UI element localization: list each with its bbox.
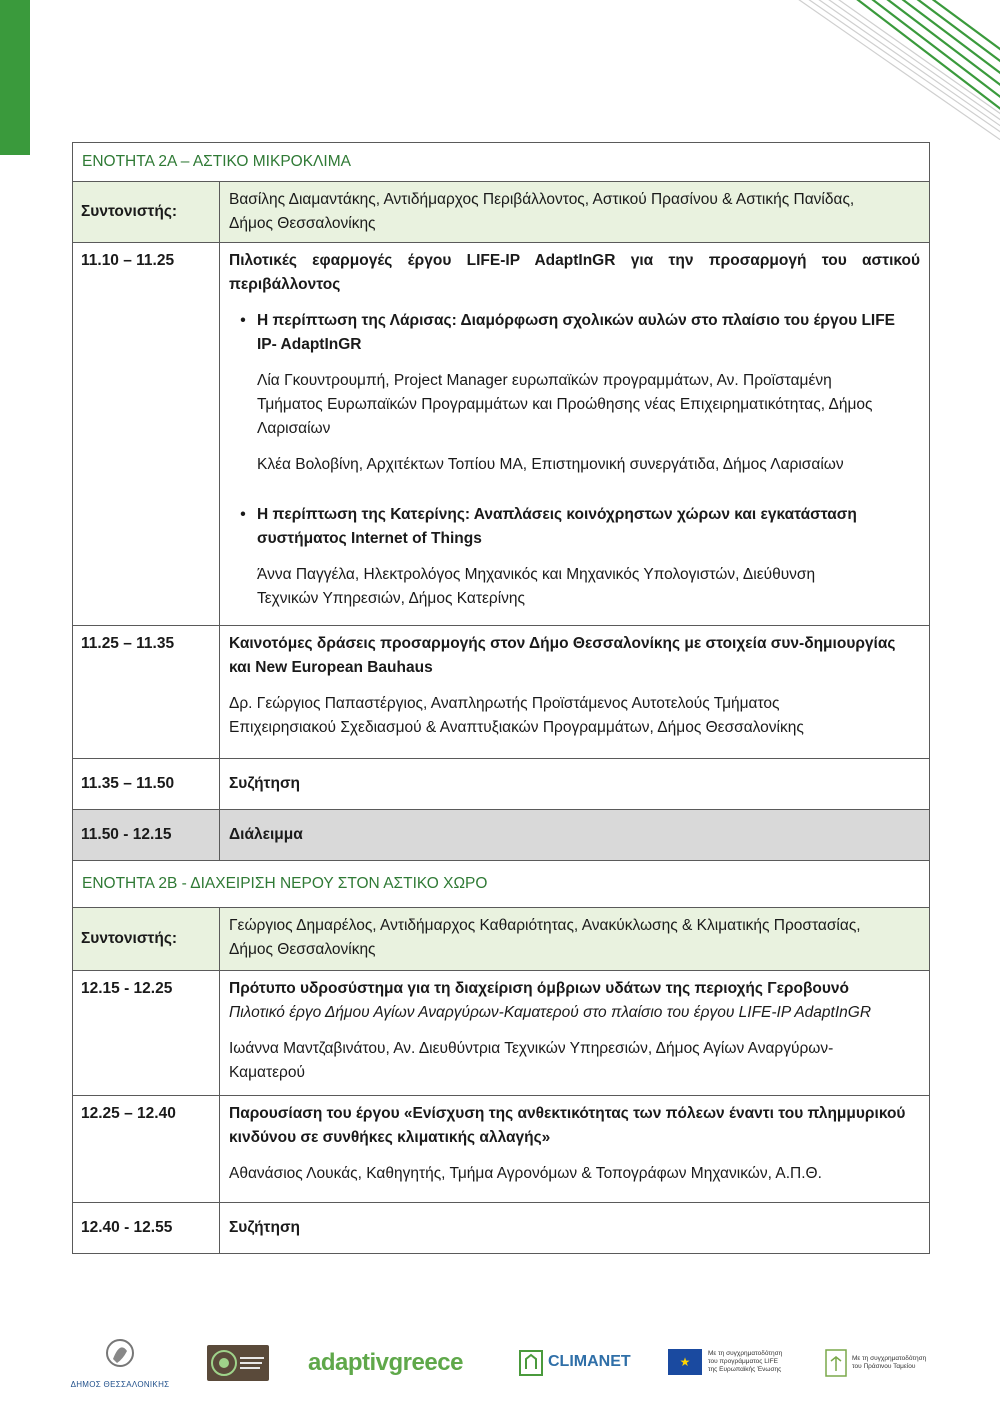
- speaker: [229, 563, 920, 611]
- session-content: [220, 626, 930, 759]
- session-row: [73, 971, 930, 1096]
- session-content: [220, 971, 930, 1096]
- bullet-title-line: Η περίπτωση της Λάρισας: Διαμόρφωση σχολικών αυλών στο πλαίσιο του έργου LIFE: [257, 312, 896, 329]
- speaker-line: Επιχειρησιακού Σχεδιασμού & Αναπτυξιακών Προγραμμάτων, Δήμος Θεσσαλονίκης: [229, 719, 804, 736]
- moderator-row-2b: [73, 908, 930, 971]
- speaker: Κλέα Βολοβίνη, Αρχιτέκτων Τοπίου ΜΑ, Επιστημονική συνεργάτιδα, Δήμος Λαρισαίων: [257, 456, 844, 473]
- moderator-row-2a: [73, 182, 930, 243]
- session-time: 11.25 – 11.35: [73, 626, 220, 759]
- session-time: 12.15 - 12.25: [73, 971, 220, 1096]
- region-logo: [207, 1345, 269, 1381]
- session-row: [73, 243, 930, 626]
- eu-text-line: του προγράμματος LIFE: [708, 1358, 778, 1365]
- bullet-title-line: IP- AdaptInGR: [257, 336, 362, 353]
- moderator-affiliation: Δήμος Θεσσαλονίκης: [229, 941, 376, 958]
- speaker-line: Λία Γκουντρουμπή, Project Manager ευρωπαϊκών προγραμμάτων, Αν. Προϊσταμένη: [257, 372, 832, 389]
- bullet-title-line: συστήματος Internet of Things: [257, 530, 482, 547]
- speaker: Αθανάσιος Λουκάς, Καθηγητής, Τμήμα Αγρονόμων & Τοπογράφων Μηχανικών, Α.Π.Θ.: [229, 1165, 822, 1182]
- eu-cofunding-text: [708, 1350, 782, 1374]
- moderator-name: Γεώργιος Δημαρέλος, Αντιδήμαρχος Καθαριότητας, Ανακύκλωσης & Κλιματικής Προστασίας,: [229, 917, 861, 934]
- session-time: 12.25 – 12.40: [73, 1096, 220, 1203]
- thessaloniki-label: ΔΗΜΟΣ ΘΕΣΣΑΛΟΝΙΚΗΣ: [70, 1380, 170, 1389]
- eu-flag-icon: ★: [668, 1349, 702, 1375]
- section-title: ΕΝΟΤΗΤΑ 2Β - ΔΙΑΧΕΙΡΙΣΗ ΝΕΡΟΥ ΣΤΟΝ ΑΣΤΙΚΟ ΧΩΡΟ: [73, 861, 930, 908]
- session-row: [73, 626, 930, 759]
- session-title: Διάλειμμα: [220, 810, 930, 861]
- green-fund-emblem-icon: [825, 1349, 847, 1377]
- bullet-item: [229, 503, 920, 551]
- thessaloniki-emblem-icon: [103, 1337, 137, 1375]
- moderator-label: Συντονιστής:: [73, 908, 220, 971]
- speaker-line: Τεχνικών Υπηρεσιών, Δήμος Κατερίνης: [257, 590, 525, 607]
- corner-stripes-decoration: [785, 0, 1000, 140]
- session-content: [220, 243, 930, 626]
- thessaloniki-logo: [65, 1337, 175, 1389]
- session-row-discussion: [73, 759, 930, 810]
- session-title: Συζήτηση: [220, 759, 930, 810]
- bullet-item: [229, 309, 920, 357]
- session-time: 11.35 – 11.50: [73, 759, 220, 810]
- section-title: ΕΝΟΤΗΤΑ 2Α – ΑΣΤΙΚΟ ΜΙΚΡΟΚΛΙΜΑ: [73, 143, 930, 182]
- eu-life-logo: [668, 1349, 782, 1375]
- moderator-label: Συντονιστής:: [73, 182, 220, 243]
- speaker-line: Άννα Παγγέλα, Ηλεκτρολόγος Μηχανικός και Μηχανικός Υπολογιστών, Διεύθυνση: [257, 566, 816, 583]
- climanet-emblem-icon: [518, 1347, 544, 1377]
- adaptivgreece-logo: adaptivgreece: [308, 1349, 463, 1376]
- section-header-2a: [73, 143, 930, 182]
- speaker: [229, 1037, 920, 1085]
- green-fund-logo: [825, 1349, 926, 1377]
- session-row: [73, 1096, 930, 1203]
- section-header-2b: [73, 861, 930, 908]
- moderator-name: Βασίλης Διαμαντάκης, Αντιδήμαρχος Περιβάλλοντος, Αστικού Πρασίνου & Αστικής Πανίδας,: [229, 191, 855, 208]
- eu-text-line: Με τη συγχρηματοδότηση: [708, 1350, 783, 1357]
- sponsor-logos: [60, 1335, 940, 1395]
- moderator-affiliation: Δήμος Θεσσαλονίκης: [229, 215, 376, 232]
- green-text-line: του Πράσινου Ταμείου: [852, 1363, 916, 1370]
- eu-text-line: της Ευρωπαϊκής Ένωσης: [708, 1366, 782, 1373]
- speaker-line: Δρ. Γεώργιος Παπαστέργιος, Αναπληρωτής Προϊστάμενος Αυτοτελούς Τμήματος: [229, 695, 780, 712]
- left-accent-bar: [0, 0, 30, 155]
- session-time: 11.10 – 11.25: [73, 243, 220, 626]
- session-title: Καινοτόμες δράσεις προσαρμογής στον Δήμο Θεσσαλονίκης με στοιχεία συν-δημιουργίας και New European Bauhaus: [229, 635, 896, 676]
- session-title: Πιλοτικές εφαρμογές έργου LIFE-IP AdaptInGR για την προσαρμογή του αστικού περιβάλλοντος: [229, 252, 920, 293]
- green-fund-text: [852, 1355, 926, 1371]
- break-row: [73, 810, 930, 861]
- session-content: [220, 1096, 930, 1203]
- bullet-dot-icon: •: [240, 312, 246, 329]
- bullet-dot-icon: •: [240, 506, 246, 523]
- session-title: Παρουσίαση του έργου «Ενίσχυση της ανθεκτικότητας των πόλεων έναντι του πλημμυρικού κινδύνου σε συνθήκες κλιματικής αλλαγής»: [229, 1105, 906, 1146]
- speaker: [229, 369, 920, 441]
- speaker-line: Λαρισαίων: [257, 420, 331, 437]
- session-title: Συζήτηση: [220, 1203, 930, 1254]
- session-row-discussion: [73, 1203, 930, 1254]
- climanet-label: CLIMANET: [548, 1353, 631, 1370]
- region-emblem-icon: [207, 1345, 269, 1381]
- bullet-title-line: Η περίπτωση της Κατερίνης: Αναπλάσεις κοινόχρηστων χώρων και εγκατάσταση: [257, 506, 857, 523]
- speaker-line: Ιωάννα Μαντζαβινάτου, Αν. Διευθύντρια Τεχνικών Υπηρεσιών, Δήμος Αγίων Αναργύρων-: [229, 1040, 834, 1057]
- moderator-cell: [220, 908, 930, 971]
- moderator-cell: [220, 182, 930, 243]
- agenda-table: [72, 142, 930, 1254]
- session-title: Πρότυπο υδροσύστημα για τη διαχείριση όμβριων υδάτων της περιοχής Γεροβουνό: [229, 980, 850, 997]
- session-time: 12.40 - 12.55: [73, 1203, 220, 1254]
- speaker: [229, 692, 920, 740]
- speaker-line: Τμήματος Ευρωπαϊκών Προγραμμάτων και Προώθησης νέας Επιχειρηματικότητας, Δήμος: [257, 396, 873, 413]
- session-subtitle: Πιλοτικό έργο Δήμου Αγίων Αναργύρων-Καματερού στο πλαίσιο του έργου LIFE-IP AdaptInGR: [229, 1004, 872, 1021]
- session-time: 11.50 - 12.15: [73, 810, 220, 861]
- speaker-line: Καματερού: [229, 1064, 305, 1081]
- green-text-line: Με τη συγχρηματοδότηση: [852, 1355, 927, 1362]
- climanet-logo: [518, 1347, 631, 1377]
